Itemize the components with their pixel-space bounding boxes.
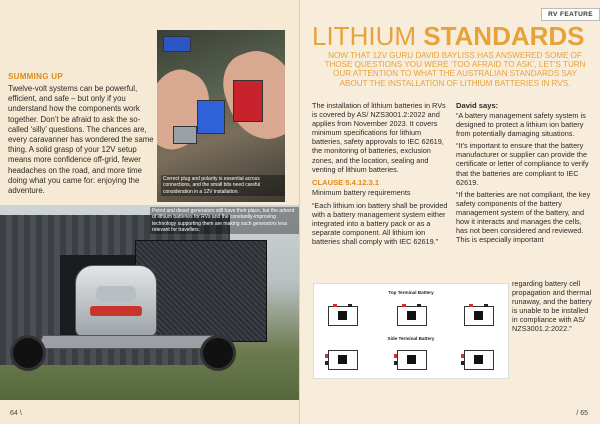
- negative-terminal-icon: [394, 361, 397, 365]
- battery-core: [474, 311, 483, 320]
- quote-paragraph: “It’s important to ensure that the battery manufacturer or supplier can provide the certificate or letter of compliance to verify that the batteries are compliant to IEC 62619.: [456, 141, 589, 187]
- positive-terminal-icon: [469, 304, 473, 307]
- battery-icon: [464, 350, 494, 370]
- battery-icon: [397, 306, 427, 326]
- battery-icon: [464, 306, 494, 326]
- battery-terminal-diagram: [313, 283, 509, 379]
- photo-caravan-generator: [0, 205, 300, 400]
- column-1: [312, 101, 452, 249]
- photo-caption: Petrol and diesel generators still have their place, but the advent of lithium batteries for RVs and the constantly-improving technology supporting them are making such generators less relevant for travellers.: [150, 207, 300, 234]
- positive-terminal-icon: [333, 304, 337, 307]
- positive-terminal-icon: [461, 354, 464, 358]
- wheel-icon: [200, 335, 236, 371]
- title-part-1: LITHIUM: [312, 21, 424, 51]
- negative-terminal-icon: [417, 304, 421, 307]
- battery-icon: [397, 350, 427, 370]
- intro-paragraph: The installation of lithium batteries in RVs is covered by AS/ NZS3001.2:2022 and applies from November 2023. It covers minimum specifications for lithium batteries, safety approvals to IEC 62619, the monitoring of batteries, exclusion zones, and the location, sealing and venting of lithium batteries.: [312, 101, 446, 174]
- title-part-2: STANDARDS: [423, 21, 585, 51]
- diagram-title-side: Side Terminal Battery: [387, 336, 435, 341]
- david-says-label: David says:: [456, 101, 499, 110]
- summing-up-heading: SUMMING UP: [8, 72, 63, 81]
- page-number: 64 \: [10, 410, 22, 417]
- clause-subheading: Minimum battery requirements: [312, 187, 411, 197]
- standfirst: NOW THAT 12V GURU DAVID BAYLISS HAS ANSWERED SOME OF THOSE QUESTIONS YOU WERE ‘TOO AFRAID TO ASK’, LET’S TURN OUR ATTENTION TO WHAT THE AUSTRALIAN STANDARDS SAY ABOUT THE INSTALLATION OF LITHIUM BATTERIES IN RVS.: [324, 51, 586, 88]
- battery-core: [338, 311, 347, 320]
- negative-terminal-icon: [325, 361, 328, 365]
- column-2: [456, 101, 594, 247]
- slide-out-tray: [37, 335, 214, 349]
- battery-core: [474, 355, 483, 364]
- section-tag: RV FEATURE: [541, 8, 600, 21]
- grey-plug-icon: [173, 126, 197, 144]
- quote-paragraph: “A battery management safety system is designed to protect a lithium ion battery from potentially damaging situations.: [456, 111, 586, 139]
- positive-terminal-icon: [402, 304, 406, 307]
- clause-heading: CLAUSE 5.4.12.3.1: [312, 177, 380, 187]
- negative-terminal-icon: [484, 304, 488, 307]
- generator-icon: [75, 265, 157, 337]
- page-number: / 65: [576, 410, 588, 417]
- red-plug-icon: [233, 80, 263, 122]
- wheel-icon: [10, 335, 46, 371]
- battery-core: [407, 311, 416, 320]
- generator-panel: [96, 286, 136, 302]
- generator-badge: [90, 306, 142, 316]
- column-2-continued: [512, 279, 592, 337]
- blue-plug-icon: [163, 36, 191, 52]
- quote-paragraph: regarding battery cell propagation and thermal runaway, and the battery is unable to be installed in compliance with AS/ NZS3001.2:2022.”: [512, 279, 592, 334]
- diagram-title-top: Top Terminal Battery: [388, 290, 434, 295]
- positive-terminal-icon: [394, 354, 397, 358]
- photo-caption: Correct plug and polarity is essential across connections, and the small bits need careful consideration in a 12V installation.: [161, 175, 285, 196]
- photo-battery-plugs: [157, 30, 285, 202]
- article-title: [312, 22, 585, 50]
- battery-core: [338, 355, 347, 364]
- positive-terminal-icon: [325, 354, 328, 358]
- battery-icon: [328, 350, 358, 370]
- battery-icon: [328, 306, 358, 326]
- negative-terminal-icon: [348, 304, 352, 307]
- quote-paragraph: “If the batteries are not compliant, the key safety components of the battery management system of the battery, and how it interacts and manages the cells, has not been considered and reviewed. This is especially important: [456, 189, 591, 245]
- right-page: [300, 0, 600, 424]
- negative-terminal-icon: [461, 361, 464, 365]
- blue-plug-icon: [197, 100, 225, 134]
- clause-quote: “Each lithium ion battery shall be provided with a battery management system either integrated into a battery pack or as a separate component. All lithium ion batteries shall comply with IEC 62619.”: [312, 200, 448, 247]
- summing-up-body: Twelve-volt systems can be powerful, efficient, and safe – but only if you understand how the components work together. Don’t be afraid to ask the so-called ‘silly’ questions. The chances are, every caravanner has wondered the same thing. A solid grasp of your 12V setup means more confidence off-grid, fewer headaches on the road, and more time doing what you came for: enjoying the adventure.: [8, 84, 154, 196]
- battery-core: [407, 355, 416, 364]
